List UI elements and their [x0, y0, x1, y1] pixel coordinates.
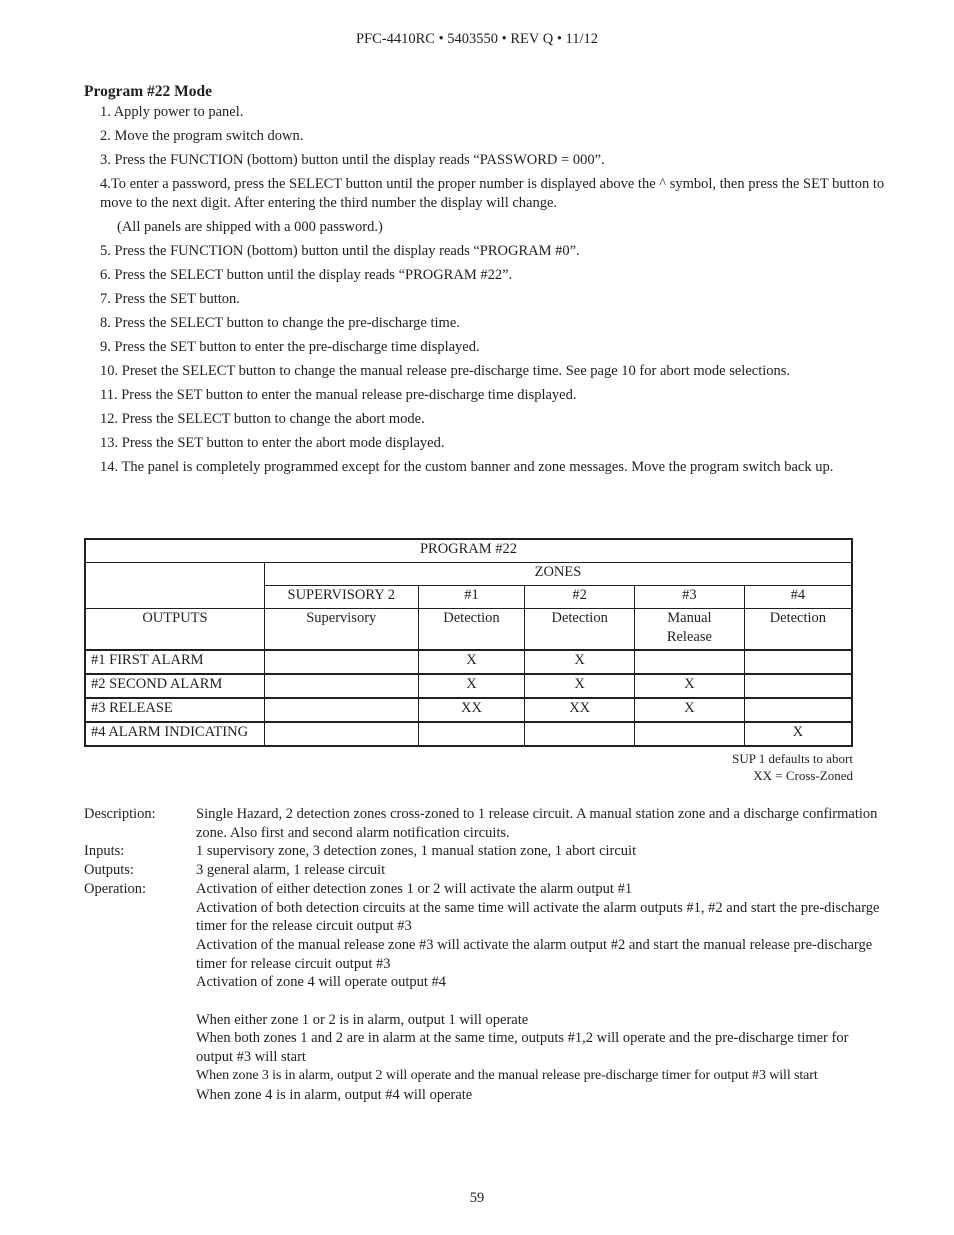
output-label: #1 FIRST ALARM — [85, 650, 264, 674]
table-cell: XX — [418, 698, 525, 722]
table-cell — [264, 650, 418, 674]
operation-text — [196, 880, 884, 1104]
table-cell — [744, 650, 852, 674]
zone-id: SUPERVISORY 2 — [264, 586, 418, 609]
output-label: #3 RELEASE — [85, 698, 264, 722]
description-text: Single Hazard, 2 detection zones cross-zoned to 1 release circuit. A manual station zone and a discharge confirmation zone. Also first and second alarm notification circuits. — [196, 806, 878, 841]
zone-id: #3 — [635, 586, 745, 609]
step-item: 3. Press the FUNCTION (bottom) button until the display reads “PASSWORD = 000”. — [100, 152, 605, 168]
table-row — [85, 698, 852, 722]
zones-header: ZONES — [264, 563, 852, 586]
table-cell — [418, 722, 525, 746]
operation-line: Activation of the manual release zone #3 will activate the alarm output #2 and start the manual release pre-discharge timer for release circuit output #3 — [196, 936, 873, 972]
table-row — [85, 674, 852, 698]
step-item: 1. Apply power to panel. — [100, 104, 244, 120]
zone-type: Detection — [418, 609, 525, 651]
step-item: 13. Press the SET button to enter the abort mode displayed. — [100, 435, 445, 451]
outputs-label: Outputs: — [84, 862, 134, 879]
operation-line: Activation of zone 4 will operate output #4 — [196, 974, 447, 991]
step-item: 9. Press the SET button to enter the pre-discharge time displayed. — [100, 339, 480, 355]
table-cell — [264, 698, 418, 722]
table-cell: X — [418, 674, 525, 698]
table-cell — [635, 722, 745, 746]
operation-line: Activation of either detection zones 1 or 2 will activate the alarm output #1 — [196, 880, 633, 897]
page-number: 59 — [469, 1190, 485, 1206]
step-item: 2. Move the program switch down. — [100, 128, 304, 144]
step-item: 6. Press the SELECT button until the display reads “PROGRAM #22”. — [100, 267, 513, 283]
zone-id: #4 — [744, 586, 852, 609]
table-notes — [600, 750, 853, 784]
operation-line: Activation of both detection circuits at the same time will activate the alarm outputs #1, #2 and start the pre-discharge timer for the release circuit output #3 — [196, 899, 880, 935]
table-cell: X — [525, 674, 635, 698]
table-cell: X — [635, 674, 745, 698]
step-note: (All panels are shipped with a 000 password.) — [117, 219, 383, 235]
step-item: 10. Preset the SELECT button to change the manual release pre-discharge time. See page 10 for abort mode selections. — [100, 363, 791, 379]
zone-type: Detection — [525, 609, 635, 651]
note-line: XX = Cross-Zoned — [753, 768, 853, 783]
zone-type: Supervisory — [264, 609, 418, 651]
operation-label: Operation: — [84, 880, 147, 897]
outputs-text: 3 general alarm, 1 release circuit — [196, 862, 386, 879]
table-cell — [264, 674, 418, 698]
program-table — [84, 538, 853, 747]
step-item: 4.To enter a password, press the SELECT button until the proper number is displayed above the ^ symbol, then press the SET button to move to the next digit. After entering the third number the display will change. — [100, 176, 885, 211]
zone-type: Detection — [744, 609, 852, 651]
inputs-label: Inputs: — [84, 843, 125, 860]
note-line: SUP 1 defaults to abort — [732, 751, 853, 766]
zone-id: #1 — [418, 586, 525, 609]
table-title: PROGRAM #22 — [85, 539, 852, 563]
table-cell: XX — [525, 698, 635, 722]
output-label: #2 SECOND ALARM — [85, 674, 264, 698]
table-cell: X — [525, 650, 635, 674]
table-cell — [744, 698, 852, 722]
operation-line: When zone 3 is in alarm, output 2 will operate and the manual release pre-discharge timer for output #3 will start — [196, 1067, 818, 1083]
table-cell — [264, 722, 418, 746]
table-row — [85, 722, 852, 746]
operation-line: When either zone 1 or 2 is in alarm, output 1 will operate — [196, 1011, 529, 1028]
zone-type: Manual Release — [635, 609, 745, 651]
steps-list — [100, 103, 900, 482]
step-item: 7. Press the SET button. — [100, 291, 240, 307]
page-header: PFC-4410RC • 5403550 • REV Q • 11/12 — [355, 31, 599, 47]
table-cell: X — [635, 698, 745, 722]
inputs-text: 1 supervisory zone, 3 detection zones, 1 manual station zone, 1 abort circuit — [196, 843, 637, 860]
table-cell — [525, 722, 635, 746]
step-item: 8. Press the SELECT button to change the pre-discharge time. — [100, 315, 460, 331]
zone-id: #2 — [525, 586, 635, 609]
step-item: 12. Press the SELECT button to change the abort mode. — [100, 411, 425, 427]
outputs-header: OUTPUTS — [85, 609, 264, 651]
table-cell — [744, 674, 852, 698]
table-cell: X — [418, 650, 525, 674]
output-label: #4 ALARM INDICATING — [85, 722, 264, 746]
description-label: Description: — [84, 806, 156, 822]
step-item: 11. Press the SET button to enter the manual release pre-discharge time displayed. — [100, 387, 577, 403]
step-item: 5. Press the FUNCTION (bottom) button until the display reads “PROGRAM #0”. — [100, 243, 580, 259]
table-blank-cell — [85, 563, 264, 609]
operation-line: When zone 4 is in alarm, output #4 will operate — [196, 1086, 473, 1103]
operation-line: When both zones 1 and 2 are in alarm at the same time, outputs #1,2 will operate and the pre-discharge timer for output #3 will start — [196, 1030, 849, 1066]
step-item: 14. The panel is completely programmed except for the custom banner and zone messages. Move the program switch back up. — [100, 459, 834, 475]
section-title: Program #22 Mode — [84, 83, 212, 100]
table-row — [85, 650, 852, 674]
table-cell — [635, 650, 745, 674]
table-cell: X — [744, 722, 852, 746]
description-block — [84, 805, 884, 1104]
